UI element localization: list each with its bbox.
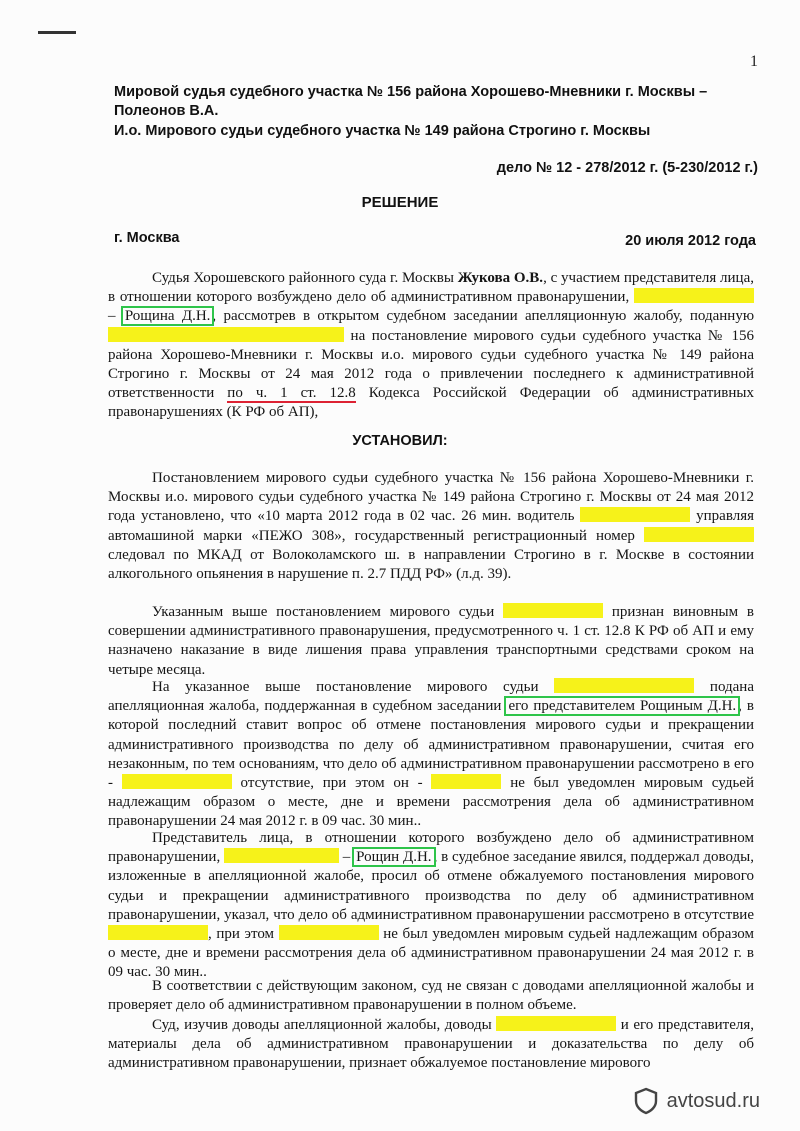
redaction (503, 603, 603, 618)
article-underline: по ч. 1 ст. 12.8 (227, 385, 356, 402)
header-line-3: И.о. Мирового судьи судебного участка № 149 района Строгино г. Москвы (114, 123, 651, 139)
redaction (431, 774, 501, 789)
header-line-2: Полеонов В.А. (114, 103, 219, 119)
representative-box: Рощина Д.Н. (124, 308, 211, 325)
paragraph-6: Суд, изучив доводы апелляционной жалобы, доводы и его представителя, материалы дела об административном правонарушении и доказательства по делу об административном правонарушении, признает обжалуемое постановление мирового (108, 1017, 754, 1072)
paragraph-4: Представитель лица, в отношении которого возбуждено дело об административном правонарушении, – Рощин Д.Н. , в судебное заседание явился, поддержал доводы, изложенные в апелляционной жалобе, просил об отмене обжалуемого постановления мирового судьи и прекращении административного производства по делу об административном правонарушении, указал, что дело об административном правонарушении рассмотрено в отсутствие , при этом не был уведомлен мировым судьей надлежащим образом о месте, дне и времени рассмотрения дела об административном правонарушении 24 мая 2012 г. в 09 час. 30 мин.. (108, 830, 755, 981)
paragraph-3: На указанное выше постановление мирового судьи подана апелляционная жалоба, поддержанная в судебном заседании его представителем Рощиным Д.Н. , в которой последний ставит вопрос об отмене постановления мирового судьи и прекращении административного производства по делу об административном правонарушении, считая его незаконным, по тем основаниям, что дело об административном правонарушении рассмотрено в его - отсутствие, при этом он - не был уведомлен мировым судьей надлежащим образом о месте, дне и времени рассмотрения дела об административном правонарушении 24 мая 2012 г. в 09 час. 30 мин.. (108, 679, 754, 830)
scan-mark (38, 31, 76, 34)
document-title: РЕШЕНИЕ (361, 194, 439, 211)
decision-date: 20 июля 2012 года (625, 233, 756, 249)
page-number: 1 (750, 53, 758, 70)
paragraph-1: Постановлением мирового судьи судебного участка № 156 района Хорошево-Мневники г. Москвы и.о. мирового судьи судебного участка № 149 района Строгино г. Москвы от 24 мая 2012 года установлено, что «10 марта 2012 года в 02 час. 26 мин. водитель управляя автомашиной марки «ПЕЖО 308», государственный регистрационный номер следовал по МКАД от Волоколамского ш. в направлении Строгино в г. Москве в состоянии алкогольного опьянения в нарушение п. 2.7 ПДД РФ» (л.д. 39). (108, 470, 754, 583)
representative-box: его представителем Рощиным Д.Н. (508, 698, 737, 715)
header-line-1: Мировой судья судебного участка № 156 района Хорошево-Мневники г. Москвы – (114, 84, 708, 100)
redaction (224, 848, 339, 863)
city: г. Москва (114, 230, 180, 246)
redaction (580, 507, 690, 522)
watermark-text: avtosud.ru (666, 1089, 760, 1112)
redaction (108, 327, 344, 342)
paragraph-5: В соответствии с действующим законом, суд не связан с доводами апелляционной жалобы и проверяет дело об административном правонарушении в полном объеме. (108, 978, 754, 1014)
established-heading: УСТАНОВИЛ: (352, 433, 448, 449)
intro-paragraph: Судья Хорошевского районного суда г. Москвы Жукова О.В., с участием представителя лица, в отношении которого возбуждено дело об административном правонарушении, – Рощина Д.Н. , рассмотрев в открытом судебном заседании апелляционную жалобу, поданную на постановление мирового судьи судебного участка № 156 района Хорошево-Мневники г. Москвы и.о. мирового судьи судебного участка № 149 района Строгино г. Москвы от 24 мая 2012 года о привлечении последнего к административной ответственности по ч. 1 ст. 12.8 Кодекса Российской Федерации об административных правонарушениях (К РФ об АП), (108, 270, 755, 421)
redaction (279, 925, 379, 940)
redaction (634, 288, 754, 303)
redaction (554, 678, 694, 693)
redaction (108, 925, 208, 940)
paragraph-2: Указанным выше постановлением мирового судьи признан виновным в совершении административного правонарушения, предусмотренного ч. 1 ст. 12.8 К РФ об АП и ему назначено наказание в виде лишения права управления транспортными средствами сроком на четыре месяца. (108, 604, 755, 678)
watermark (633, 1087, 760, 1115)
shield-icon (633, 1087, 659, 1115)
representative-box: Рощин Д.Н. (356, 849, 432, 866)
redaction (644, 527, 754, 542)
judge-name: Жукова О.В. (457, 270, 544, 286)
redaction (122, 774, 232, 789)
case-number: дело № 12 - 278/2012 г. (5-230/2012 г.) (496, 160, 758, 176)
redaction (496, 1016, 616, 1031)
